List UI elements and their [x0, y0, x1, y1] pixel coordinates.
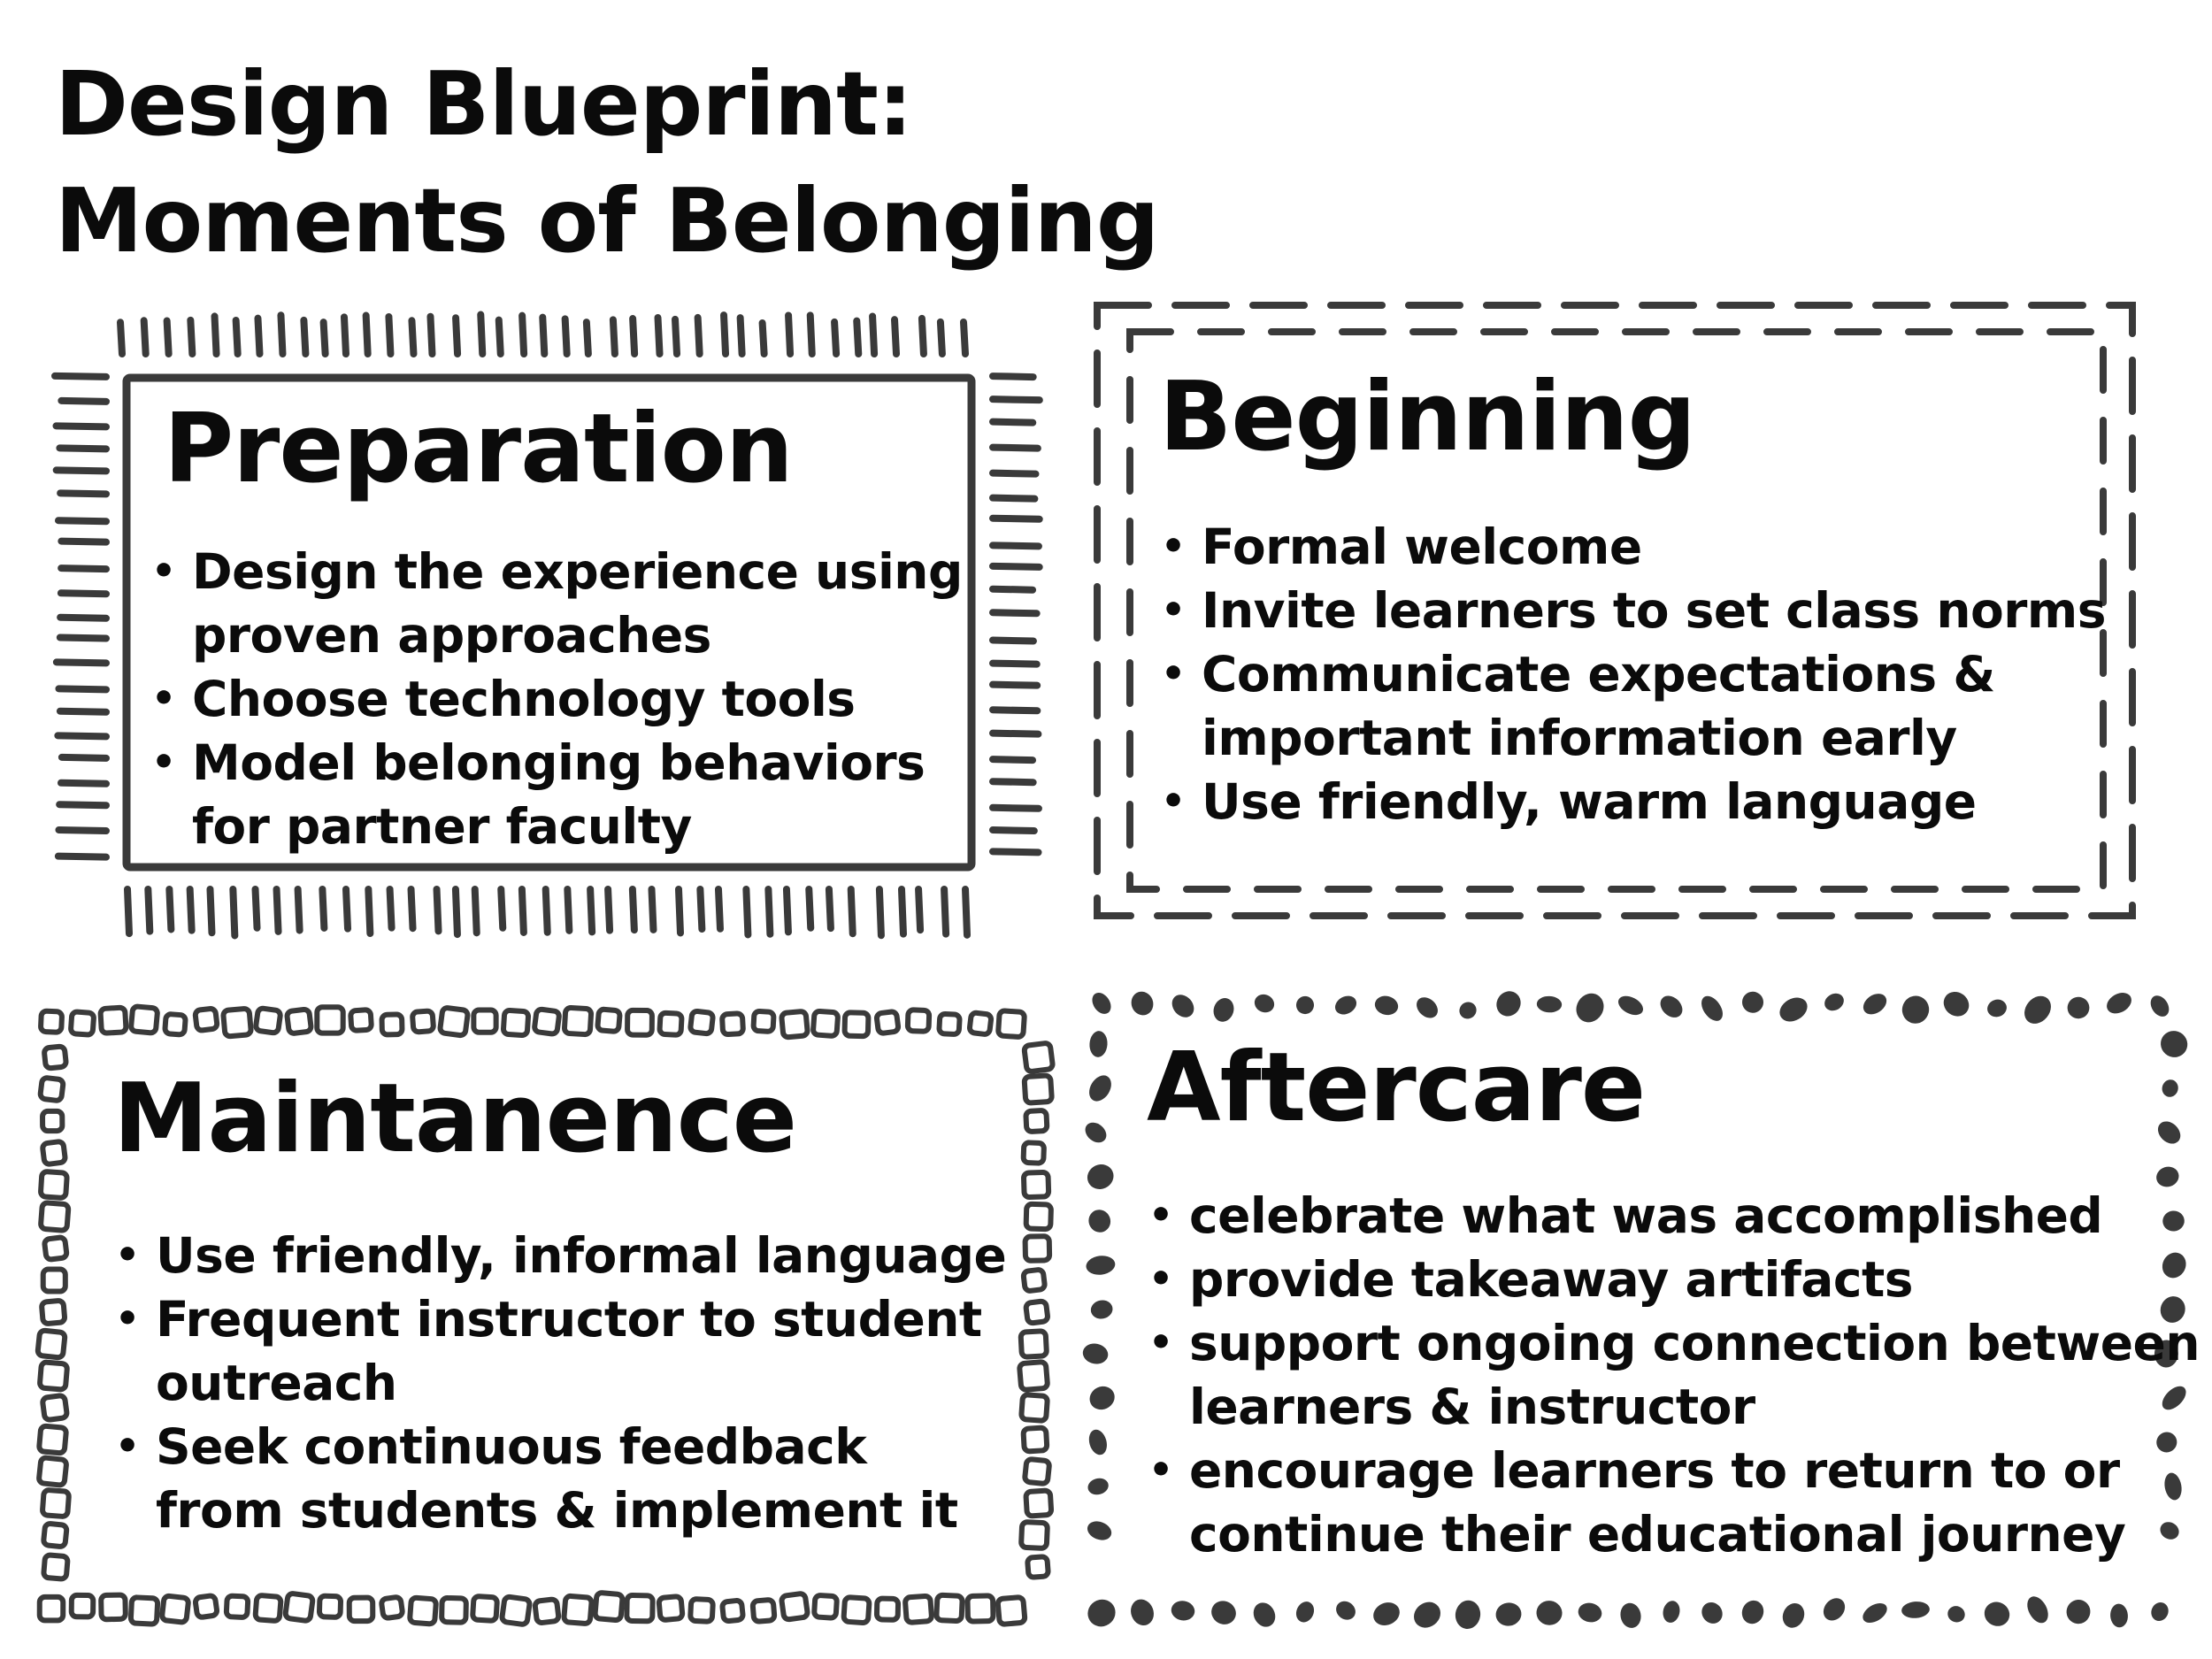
list-item-continuation: proven approaches	[192, 607, 711, 664]
list-item: • provide takeaway artifacts	[1147, 1248, 2164, 1311]
beginning-list	[1159, 515, 2106, 833]
list-item: • support ongoing connection between	[1147, 1311, 2164, 1375]
list-item: • Seek continuous feedback	[113, 1415, 998, 1479]
list-item-continuation: for partner faculty	[192, 798, 692, 855]
maintanence-panel	[113, 1064, 1007, 1542]
aftercare-panel	[1147, 1033, 2200, 1566]
list-item: • Choose technology tools	[150, 667, 960, 731]
maintanence-heading: Maintanence	[113, 1064, 797, 1174]
beginning-heading: Beginning	[1159, 362, 1695, 472]
list-item-continuation: continue their educational journey	[1189, 1506, 2126, 1563]
list-item-continuation: outreach	[156, 1355, 397, 1411]
list-item: • Model belonging behaviors	[150, 731, 960, 795]
list-item: • Use friendly, warm language	[1159, 770, 2106, 833]
maintanence-list	[113, 1224, 1007, 1542]
preparation-heading: Preparation	[164, 394, 793, 504]
list-item: • Invite learners to set class norms	[1159, 579, 2106, 642]
aftercare-list	[1147, 1184, 2200, 1566]
page-title-line-1: Design Blueprint:	[55, 52, 912, 156]
page-title	[55, 46, 1158, 280]
list-item: • Design the experience using	[150, 540, 960, 603]
list-item: • Use friendly, informal language	[113, 1224, 998, 1287]
list-item-continuation: important information early	[1202, 710, 1957, 766]
preparation-list	[150, 540, 963, 858]
list-item: • Communicate expectations &	[1159, 642, 2106, 706]
list-item-continuation: from students & implement it	[156, 1482, 958, 1539]
list-item: • Formal welcome	[1159, 515, 2106, 579]
list-item: • celebrate what was accomplished	[1147, 1184, 2164, 1248]
aftercare-heading: Aftercare	[1147, 1033, 1646, 1143]
preparation-panel	[164, 394, 963, 858]
beginning-panel	[1159, 362, 2106, 833]
list-item: • encourage learners to return to or	[1147, 1439, 2164, 1502]
page-title-line-2: Moments of Belonging	[55, 169, 1159, 273]
list-item-continuation: learners & instructor	[1189, 1379, 1755, 1435]
list-item: • Frequent instructor to student	[113, 1287, 998, 1351]
